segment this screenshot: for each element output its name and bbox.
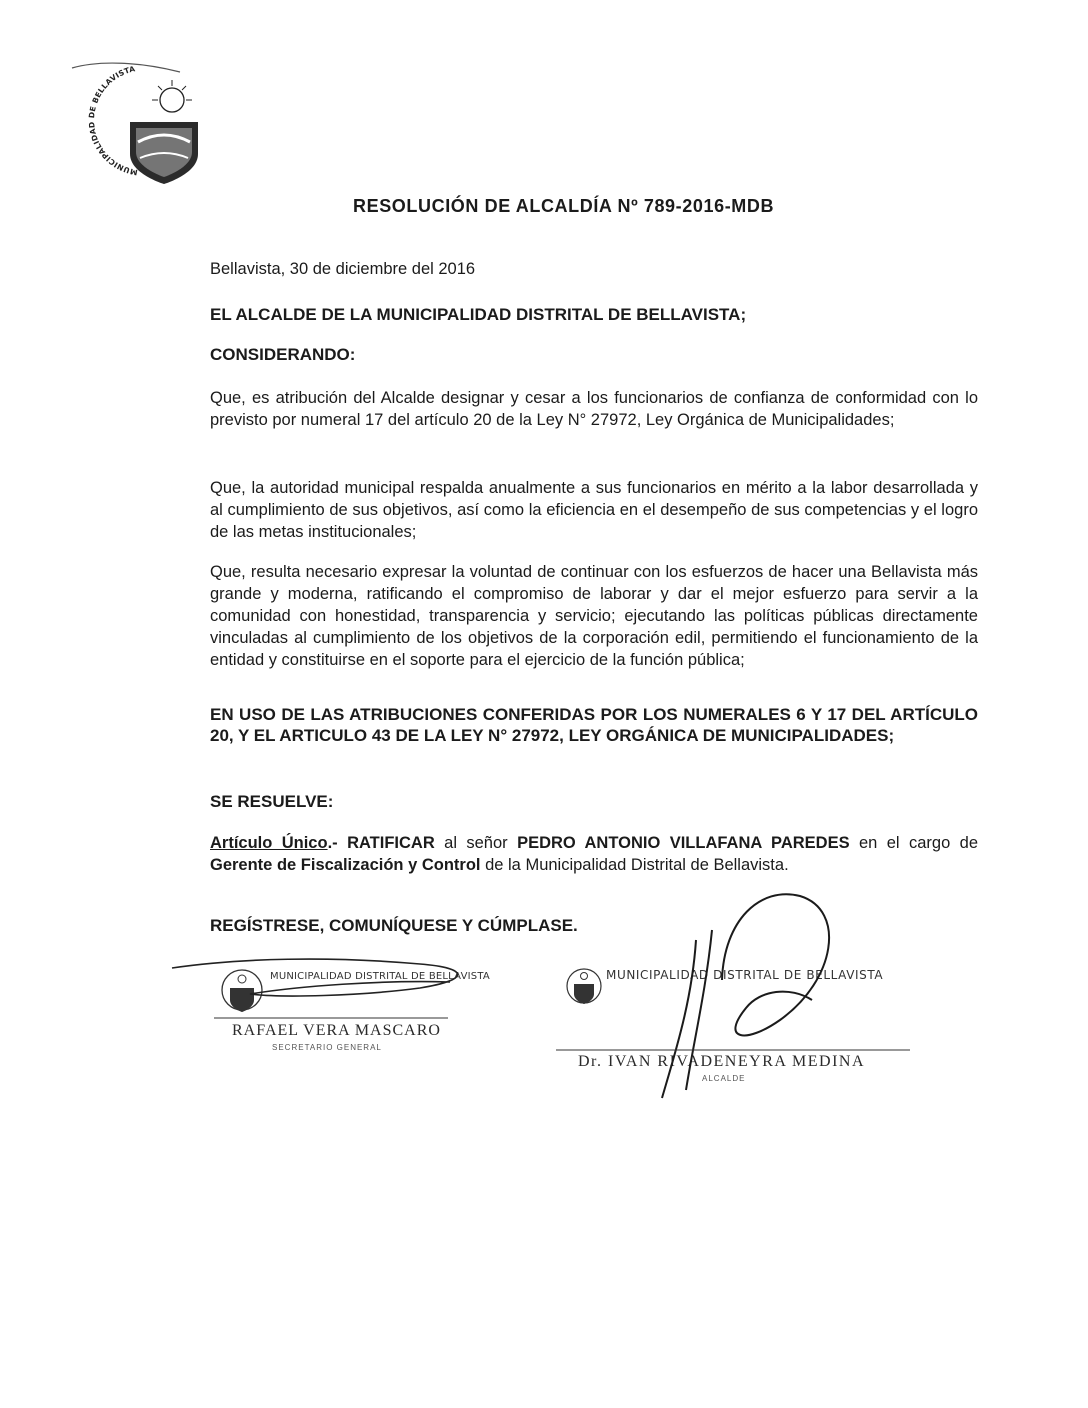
- paragraph-3: Que, resulta necesario expresar la voluntad de continuar con los esfuerzos de hacer una Bellavista más grande y moderna, ratificando el compromiso de laborar y dar el mejor esfuerzo para servir a la comunidad con honestidad, transparencia y servicio; ejecutando las políticas públicas directamente vinculadas al cumplimiento de los objetivos de la corporación edil, permitiendo el funcionamiento de la entidad y constituirse en el soporte para el ejercicio de la función pública;: [210, 563, 978, 669]
- paragraph-1: Que, es atribución del Alcalde designar y cesar a los funcionarios de confianza de conformidad con lo previsto por numeral 17 del artículo 20 de la Ley N° 27972, Ley Orgánica de Municipalidades;: [210, 389, 978, 429]
- left-signatory-role: SECRETARIO GENERAL: [272, 1043, 382, 1052]
- considerando-heading: CONSIDERANDO:: [210, 345, 356, 364]
- resolution-title: RESOLUCIÓN DE ALCALDÍA Nº 789-2016-MDB: [353, 196, 775, 216]
- ratified-person-name: PEDRO ANTONIO VILLAFANA PAREDES: [517, 834, 850, 852]
- ratified-position: Gerente de Fiscalización y Control: [210, 856, 481, 874]
- articulo-text-1: al señor: [434, 834, 518, 852]
- left-signatory-name: RAFAEL VERA MASCARO: [232, 1022, 441, 1039]
- left-stamp-seal-icon: [218, 966, 266, 1016]
- articulo-text-2: en el cargo de: [849, 834, 979, 852]
- right-stamp-text: MUNICIPALIDAD DISTRITAL DE BELLAVISTA: [606, 968, 884, 982]
- articulo-sep: .-: [327, 834, 348, 852]
- right-signature-stroke: [662, 940, 696, 1098]
- articulo-verb: RATIFICAR: [347, 834, 435, 852]
- articulo-label: Artículo Único: [210, 834, 328, 852]
- right-stamp-seal-icon: [564, 966, 604, 1008]
- mayor-heading: EL ALCALDE DE LA MUNICIPALIDAD DISTRITAL DE BELLAVISTA;: [210, 305, 747, 324]
- articulo-unico: [210, 832, 978, 876]
- se-resuelve-heading: SE RESUELVE:: [210, 792, 334, 811]
- en-uso-clause: EN USO DE LAS ATRIBUCIONES CONFERIDAS POR LOS NUMERALES 6 Y 17 DEL ARTÍCULO 20, Y EL ARTICULO 43 DE LA LEY N° 27972, LEY ORGÁNICA DE MUNICIPALIDADES;: [210, 705, 978, 745]
- right-signatory-name: Dr. IVAN RIVADENEYRA MEDINA: [578, 1053, 866, 1070]
- svg-text:MUNICIPALIDAD DE BELLAVISTA: MUNICIPALIDAD DE BELLAVISTA: [87, 64, 139, 178]
- right-signatory-role: ALCALDE: [702, 1074, 746, 1083]
- municipal-crest-logo: [70, 58, 220, 188]
- resolution-date: Bellavista, 30 de diciembre del 2016: [210, 260, 476, 278]
- paragraph-2: Que, la autoridad municipal respalda anualmente a sus funcionarios en mérito a la labor desarrollada y al cumplimiento de sus objetivos, así como la eficiencia en el desempeño de sus competencias y el logro de las metas institucionales;: [210, 479, 978, 541]
- left-stamp-text: MUNICIPALIDAD DISTRITAL DE BELLAVISTA: [270, 971, 490, 982]
- closing-formula: REGÍSTRESE, COMUNÍQUESE Y CÚMPLASE.: [210, 916, 578, 935]
- articulo-text-3: de la Municipalidad Distrital de Bellavista.: [480, 856, 789, 874]
